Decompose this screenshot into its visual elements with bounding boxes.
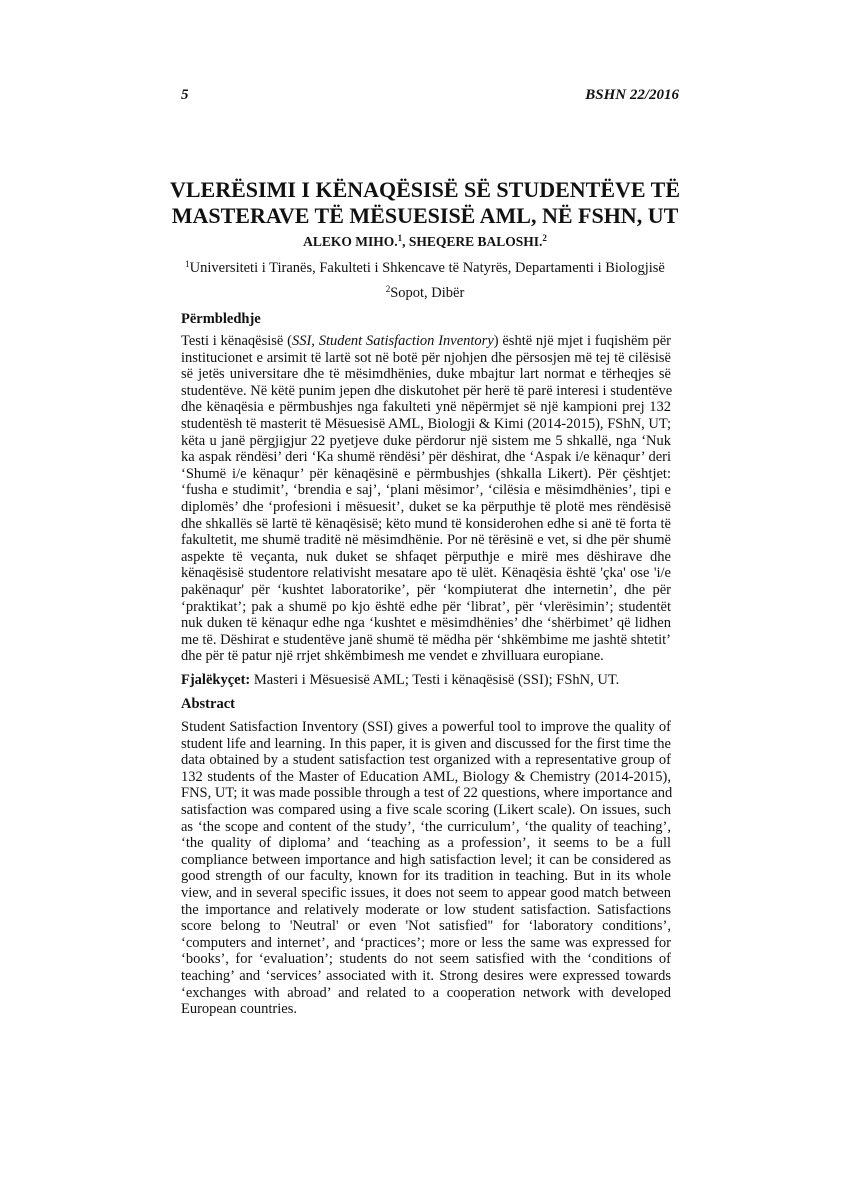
author-name: ALEKO MIHO.	[303, 234, 398, 249]
text-line: me të. Dëshirat e studentëve janë shumë të mëdha për ‘shkëmbime me jashtë shtetit’	[181, 631, 671, 648]
text-line: ‘exchanges with abroad’ and related to a cooperation network with developed	[181, 984, 671, 1001]
affiliation-text: Sopot, Dibër	[390, 285, 465, 301]
affiliation	[150, 259, 700, 277]
text-line: dhe shkallës së lartë të kënaqësisë; këto mund të konsiderohen edhe si anë të forta të	[181, 515, 671, 532]
text-line: Student Satisfaction Inventory (SSI) gives a powerful tool to improve the quality of	[181, 719, 671, 735]
text-line: nuk duken të kënaqur edhe nga ‘kushtet e mësimdhënies’ dhe ‘shërbimet’ që lidhen	[181, 615, 671, 632]
affiliation-text: Universiteti i Tiranës, Fakulteti i Shkencave të Natyrës, Departamenti i Biologjisë	[189, 260, 665, 276]
text-line: pakënaqur' për ‘kushtet laboratorike’, për ‘kompiuterat dhe internetin’, dhe për	[181, 581, 671, 598]
text-run: Testi i kënaqësisë (	[181, 333, 292, 349]
text-line: së jetës universitare dhe të mësimdhënies, duke mbajtur lart normat e tërheqjes së	[181, 366, 671, 383]
text-line: ‘books’, for ‘evaluation’; students do not seem satisfied with the ‘conditions of	[181, 951, 671, 968]
abstract-heading: Abstract	[181, 696, 235, 712]
title-line: VLERËSIMI I KËNAQËSISË SË STUDENTËVE TË	[169, 177, 681, 202]
keywords-text: Masteri i Mësuesisë AML; Testi i kënaqësisë (SSI); FShN, UT.	[250, 672, 620, 688]
text-line: kënaqësisë studentore relativisht mesatare apo të ulët. Kënaqësia është 'çka' ose 'i/e	[181, 565, 671, 582]
text-line: FNS, UT; it was made possible through a test of 22 questions, where importance and	[181, 785, 673, 802]
affiliation-mark: 2	[385, 284, 391, 294]
summary-heading: Përmbledhje	[181, 311, 261, 327]
page-number: 5	[181, 87, 189, 103]
text-line: student life and learning. In this paper, it is given and discussed for the first time the	[181, 735, 671, 752]
text-line: view, and in several specific issues, it does not seem to appear good match between	[181, 884, 671, 901]
affiliation	[150, 284, 700, 302]
keywords	[181, 672, 619, 689]
text-line: fakultetit, me shumë traditë në mësimdhënie. Por në tërësinë e vet, si dhe për shumë	[181, 532, 671, 549]
text-line: dhe kënaqësia e përmbushjes nga fakulteti ynë nëpërmjet së një kampioni prej 132	[181, 399, 671, 416]
text-run: ) është një mjet i fuqishëm për	[493, 333, 671, 349]
text-line: teaching’ and ‘services’ associated with it. Strong desires were expressed towards	[181, 967, 671, 984]
text-line: ‘praktikat’; pak a shumë po kjo është edhe për ‘librat’, për ‘vlerësimin’; studentët	[181, 598, 671, 615]
text-line: 132 students of the Master of Education AML, Biology & Chemistry (2014-2015),	[181, 768, 671, 785]
text-line: good strength of our faculty, known for its tradition in teaching. But in its whole	[181, 868, 671, 885]
text-line: ‘the quality of diploma’ and ‘teaching as a profession’, it seems to be a full	[181, 835, 671, 852]
author-affiliation-mark: 1	[397, 233, 403, 243]
text-line: ‘computers and internet’, and ‘practices’; more or less the same was expressed for	[181, 934, 671, 951]
abstract-body	[181, 719, 671, 1018]
text-line: studentësh të masterit të Mësuesisë AML, Biologji & Kimi (2014-2015), FShN, UT;	[181, 415, 671, 432]
text-line: ka aspak rëndësi’ deri ‘Ka shumë rëndësi’ për dëshirat, dhe ‘Aspak i/e kënaqur’ deri	[181, 449, 671, 466]
text-line: studentëve. Në këtë punim jepen dhe diskutohet për herë të parë interesi i studentëve	[181, 382, 673, 399]
summary-body	[181, 333, 671, 665]
text-line: dhe për të patur një rrjet shkëmbimesh me vendet e zhvilluara europiane.	[181, 648, 604, 665]
author-affiliation-mark: 2	[542, 233, 547, 243]
paper-title	[150, 177, 700, 229]
text-line: score belong to 'Neutral' or even 'Not satisfied" for ‘laboratory conditions’,	[181, 918, 671, 935]
keywords-label: Fjalëkyçet:	[181, 672, 251, 688]
text-line: ‘fusha e studimit’, ‘brendia e saj’, ‘plani mësimor’, ‘cilësia e mësimdhënies’, tipi e	[181, 482, 671, 499]
text-line: diplomës’ dhe ‘profesioni i mësuesit’, duket se ka përputhje të plotë mes rëndësisë	[181, 498, 671, 515]
text-line: aspekte të veçanta, nuk duket se shfaqet përputhje e mirë mes dëshirave dhe	[181, 548, 671, 565]
summary-line	[181, 333, 671, 350]
text-line: the importance and relatively moderate or low student satisfaction. Satisfactions	[181, 901, 671, 918]
summary-lines	[181, 350, 671, 665]
text-line: data obtained by a student satisfaction test organized with a representative group of	[181, 752, 671, 769]
text-line: European countries.	[181, 1001, 297, 1018]
text-line: këta u janë përgjigjur 22 pyetjeve duke përdorur një sistem me 5 shkallë, nga ‘Nuk	[181, 432, 671, 449]
affiliation-mark: 1	[185, 259, 190, 269]
author-name: SHEQERE BALOSHI.	[408, 234, 543, 249]
text-line: institucionet e arsimit të lartë sot në botë për njohjen dhe përsosjen më tej të cilësisë	[181, 349, 671, 366]
text-line: satisfaction was compared using a five scale scoring (Likert scale). On issues, such	[181, 801, 671, 818]
authors	[150, 233, 700, 251]
text-line: ‘Shumë i/e kënaqur’ për kënaqësinë e përmbushjes (shkalla Likert). Për çështjet:	[181, 465, 671, 482]
author-separator: ,	[402, 234, 409, 249]
journal-issue: BSHN 22/2016	[585, 87, 679, 103]
text-run-italic: SSI, Student Satisfaction Inventory	[291, 333, 494, 349]
title-line: MASTERAVE TË MËSUESISË AML, NË FSHN, UT	[171, 203, 679, 228]
text-line: compliance between importance and high satisfaction level; it can be considered as	[181, 851, 671, 868]
text-line: as ‘the scope and content of the study’, ‘the curriculum’, ‘the quality of teaching’,	[181, 818, 671, 835]
